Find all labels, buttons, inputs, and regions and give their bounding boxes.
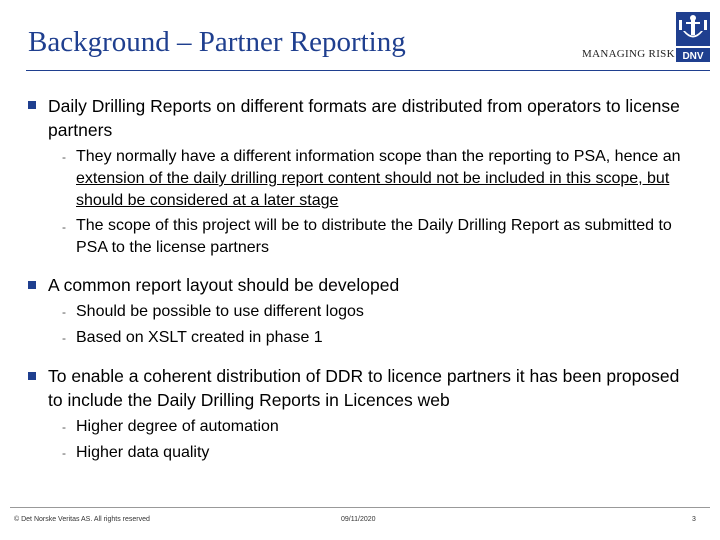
sub-bullet-text	[76, 146, 696, 212]
footer-divider	[10, 507, 710, 508]
footer-page-number: 3	[692, 516, 696, 523]
sub-bullet-text: Based on XSLT created in phase 1	[76, 329, 323, 346]
page-title: Background – Partner Reporting	[28, 26, 406, 58]
dnv-logo-text: DNV	[682, 51, 704, 62]
sub-bullet-text: The scope of this project will be to distribute the Daily Drilling Report as submitted to PSA to the license partners	[76, 217, 672, 256]
sub-bullet-dash: -	[62, 331, 66, 345]
bullet-text: A common report layout should be developed	[48, 275, 400, 295]
sub-bullet-text: Higher degree of automation	[76, 418, 279, 435]
sub-bullet-text-underlined: extension of the daily drilling report content should not be included in this scope, but should be considered at a later stage	[76, 170, 670, 209]
bullet-text: To enable a coherent distribution of DDR to licence partners it has been proposed to include the Daily Drilling Reports in Licences web	[48, 366, 680, 410]
footer-date: 09/11/2020	[341, 516, 376, 523]
bullet-text: Daily Drilling Reports on different formats are distributed from operators to license partners	[48, 96, 680, 140]
sub-bullet-dash: -	[62, 446, 66, 460]
bullet-marker	[28, 101, 36, 109]
sub-bullet-text-plain: They normally have a different information scope than the reporting to PSA, hence an	[76, 148, 681, 165]
sub-bullet-dash: -	[62, 150, 66, 164]
sub-bullet-dash: -	[62, 220, 66, 234]
managing-risk-tagline: MANAGING RISK	[582, 48, 675, 60]
bullet-marker	[28, 372, 36, 380]
bullet-marker	[28, 281, 36, 289]
sub-bullet-text: Higher data quality	[76, 444, 210, 461]
sub-bullet-text: Should be possible to use different logos	[76, 303, 364, 320]
sub-bullet-dash: -	[62, 420, 66, 434]
sub-bullet-dash: -	[62, 305, 66, 319]
footer-copyright: © Det Norske Veritas AS. All rights reserved	[14, 516, 150, 523]
